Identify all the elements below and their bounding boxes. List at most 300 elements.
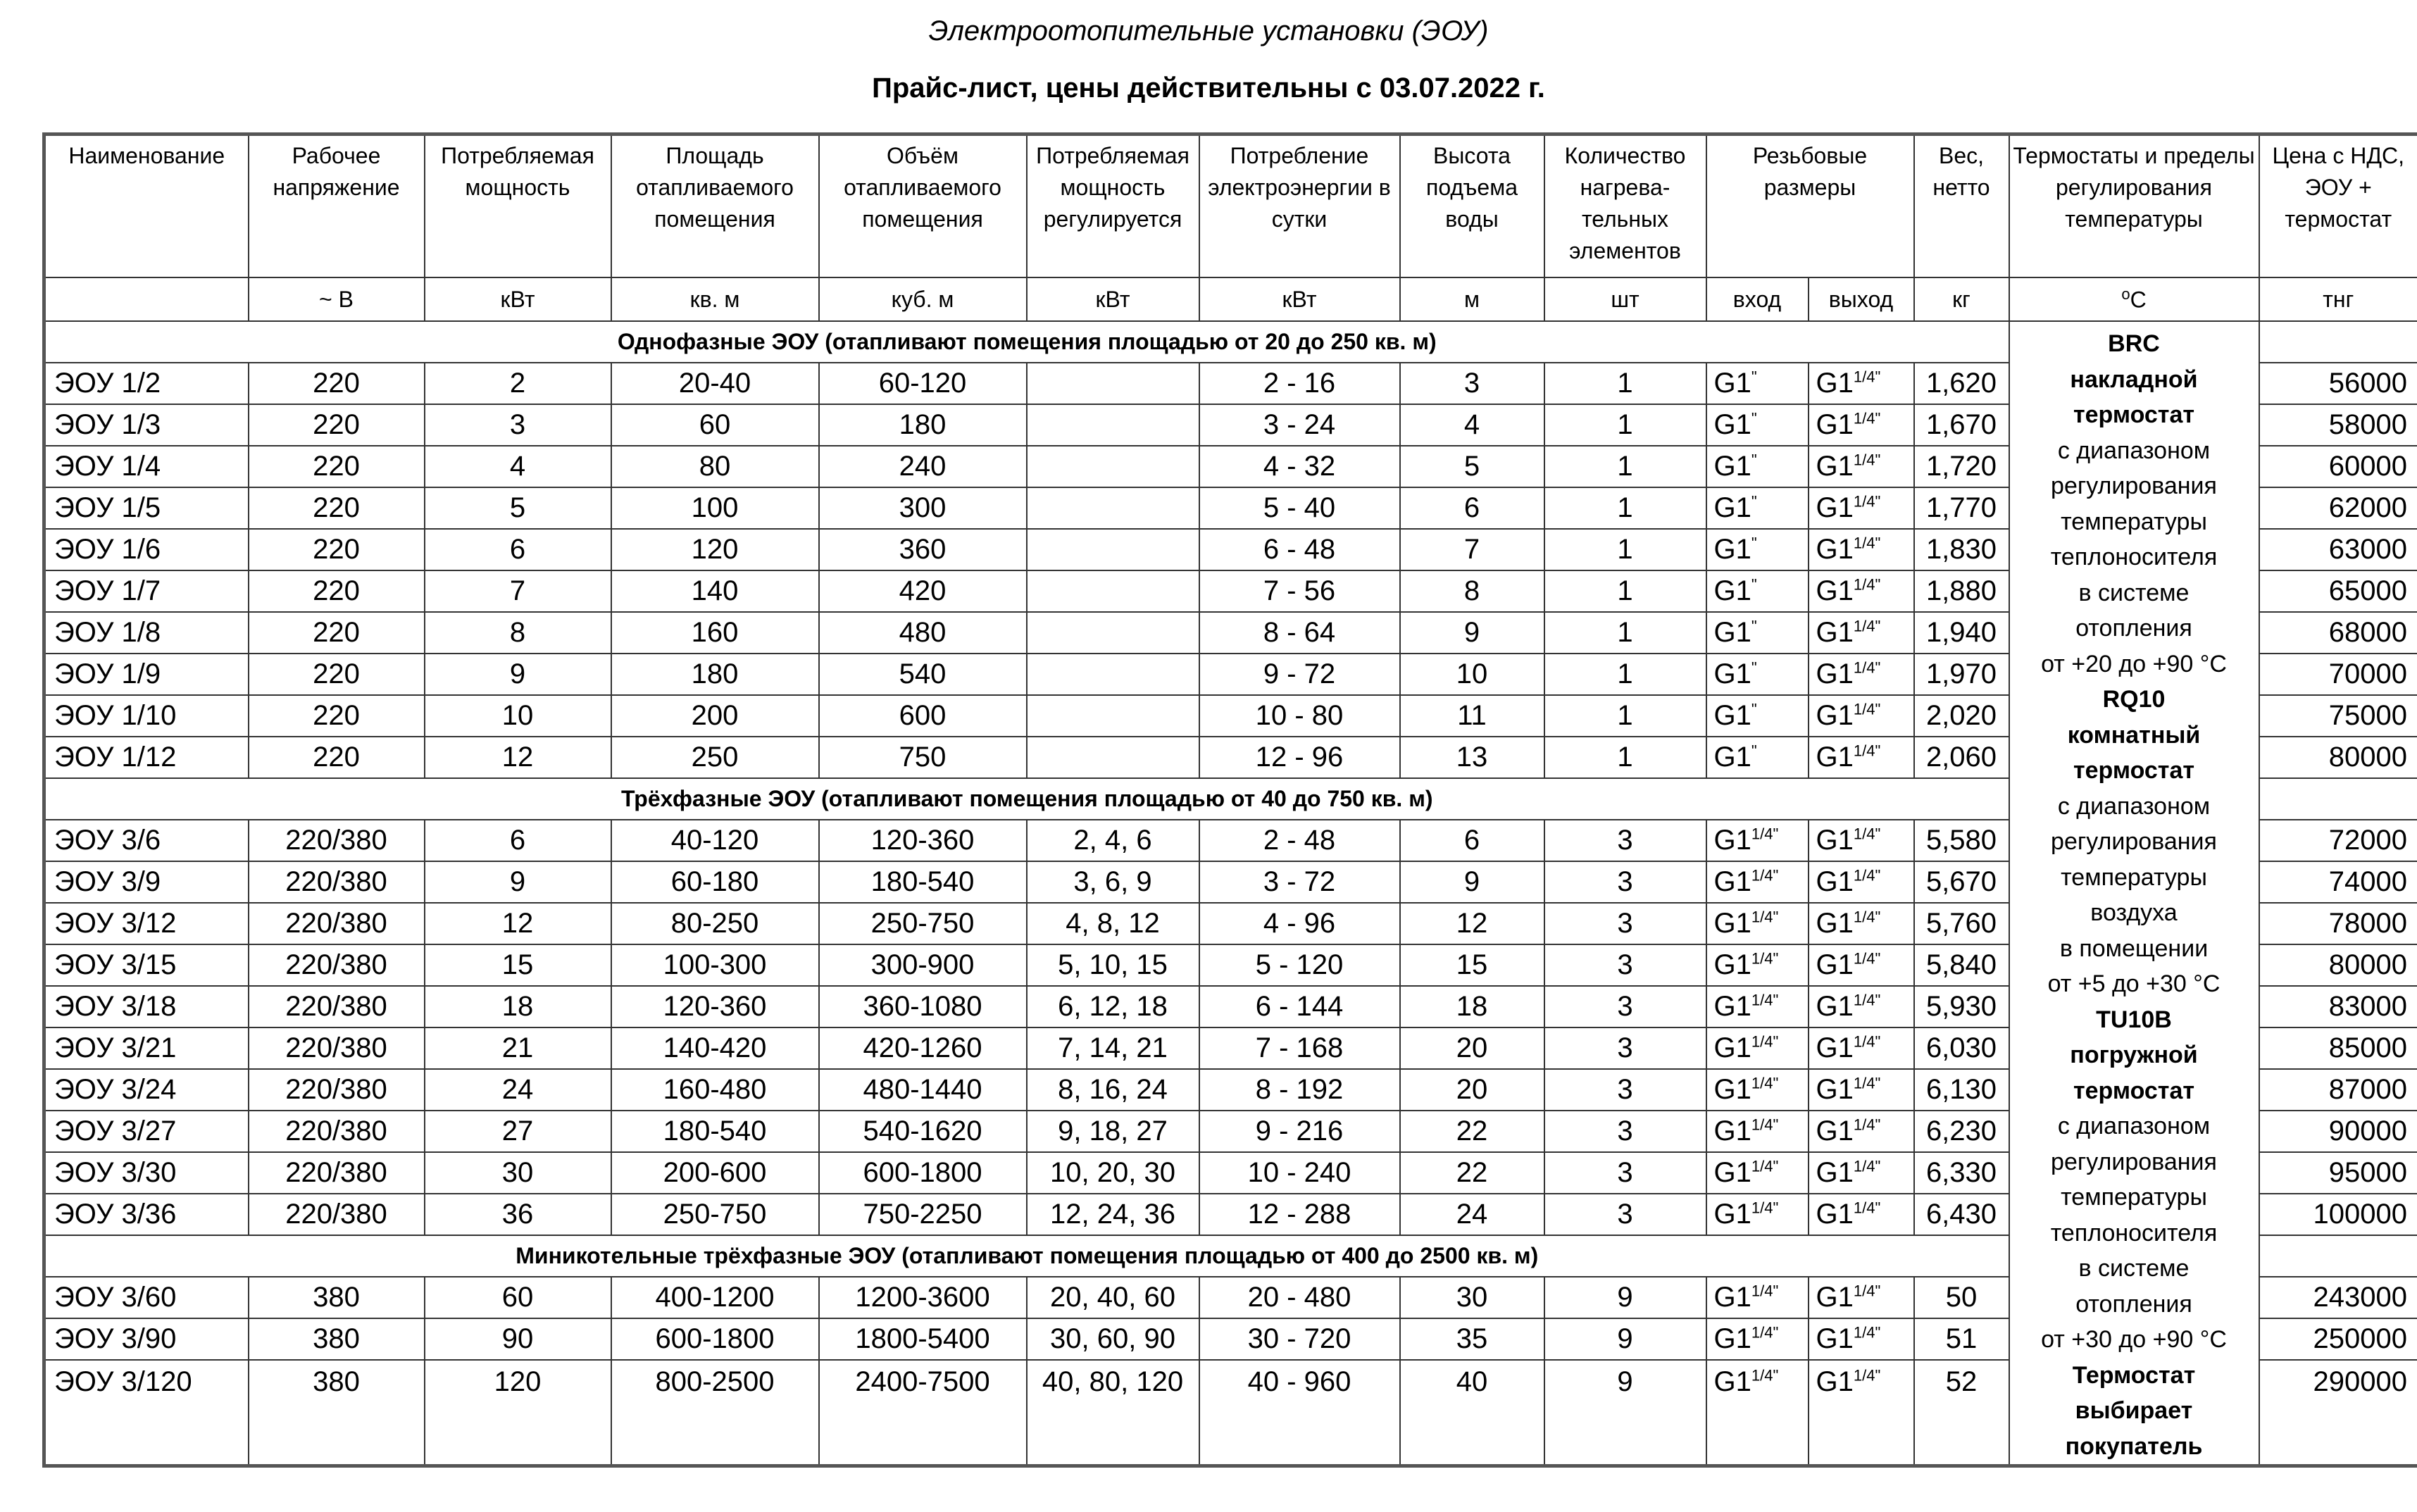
- voltage-value: 220/380: [249, 986, 425, 1027]
- height-value: 30: [1400, 1277, 1544, 1318]
- thread-base: G1: [1816, 949, 1854, 981]
- thread-base: G1: [1816, 1366, 1854, 1398]
- consumption-value: 2 - 16: [1199, 363, 1400, 404]
- thread-in-value: [1706, 570, 1809, 612]
- elements-value: 3: [1544, 903, 1706, 944]
- price-value: 60000: [2259, 446, 2417, 487]
- consumption-value: 10 - 240: [1199, 1152, 1400, 1194]
- thread-base: G1: [1816, 492, 1854, 524]
- consumption-value: 6 - 48: [1199, 529, 1400, 570]
- thread-base: G1: [1816, 658, 1854, 690]
- thread-in-value: [1706, 944, 1809, 986]
- volume-value: 540: [819, 654, 1027, 695]
- consumption-value: 6 - 144: [1199, 986, 1400, 1027]
- area-value: 250: [611, 737, 819, 778]
- thermostat-line: температуры: [2061, 1184, 2207, 1211]
- thread-out-value: [1809, 612, 1914, 654]
- thread-out-value: [1809, 944, 1914, 986]
- height-value: 40: [1400, 1360, 1544, 1466]
- weight-value: 5,760: [1914, 903, 2009, 944]
- elements-value: 3: [1544, 1069, 1706, 1111]
- power-adjust-value: [1027, 737, 1199, 778]
- model-name: ЭОУ 1/8: [44, 612, 249, 654]
- thread-base: G1: [1816, 1074, 1854, 1106]
- weight-value: 6,430: [1914, 1194, 2009, 1235]
- thread-fraction: 1/4": [1853, 1367, 1881, 1385]
- header-area: Площадь отапливаемого помещения: [611, 135, 819, 278]
- unit-price: тнг: [2259, 277, 2417, 321]
- thread-base: G1: [1713, 949, 1751, 981]
- volume-value: 1800-5400: [819, 1318, 1027, 1360]
- weight-value: 5,670: [1914, 861, 2009, 903]
- voltage-value: 220: [249, 654, 425, 695]
- elements-value: 3: [1544, 820, 1706, 861]
- thread-base: G1: [1816, 700, 1854, 732]
- power-adjust-value: [1027, 487, 1199, 529]
- thread-base: G1: [1816, 1116, 1854, 1147]
- header-threads: Резьбовые размеры: [1706, 135, 1914, 278]
- unit-weight: кг: [1914, 277, 2009, 321]
- volume-value: 750: [819, 737, 1027, 778]
- price-value: 80000: [2259, 944, 2417, 986]
- consumption-value: 5 - 40: [1199, 487, 1400, 529]
- thermostat-line: от +5 до +30 °С: [2047, 970, 2221, 997]
- thread-fraction: 1/4": [1751, 1116, 1779, 1134]
- power-adjust-value: 40, 80, 120: [1027, 1360, 1199, 1466]
- area-value: 140-420: [611, 1027, 819, 1069]
- volume-value: 60-120: [819, 363, 1027, 404]
- elements-value: 3: [1544, 1027, 1706, 1069]
- thermostat-line: регулирования: [2051, 1148, 2217, 1175]
- price-value: 90000: [2259, 1111, 2417, 1152]
- area-value: 200: [611, 695, 819, 737]
- thread-fraction: 1/4": [1751, 1199, 1779, 1217]
- unit-area: кв. м: [611, 277, 819, 321]
- unit-consumption: кВт: [1199, 277, 1400, 321]
- thread-out-value: [1809, 487, 1914, 529]
- price-value: 74000: [2259, 861, 2417, 903]
- header-consumption: Потребление электроэнергии в сутки: [1199, 135, 1400, 278]
- height-value: 20: [1400, 1069, 1544, 1111]
- thread-base: G1: [1713, 908, 1751, 939]
- power-value: 10: [425, 695, 611, 737]
- thread-out-value: [1809, 986, 1914, 1027]
- thread-base: G1: [1713, 1074, 1751, 1106]
- header-name: Наименование: [44, 135, 249, 278]
- thermostat-line: выбирает: [2075, 1397, 2193, 1424]
- thread-out-value: [1809, 529, 1914, 570]
- model-name: ЭОУ 3/6: [44, 820, 249, 861]
- section-price-spacer: [2259, 778, 2417, 820]
- area-value: 160-480: [611, 1069, 819, 1111]
- power-value: 5: [425, 487, 611, 529]
- thermostat-line: теплоносителя: [2050, 1219, 2218, 1247]
- area-value: 180: [611, 654, 819, 695]
- section-price-spacer: [2259, 321, 2417, 363]
- voltage-value: 220/380: [249, 1111, 425, 1152]
- elements-value: 1: [1544, 487, 1706, 529]
- model-name: ЭОУ 1/3: [44, 404, 249, 446]
- price-value: 62000: [2259, 487, 2417, 529]
- power-value: 2: [425, 363, 611, 404]
- thread-in-value: [1706, 1152, 1809, 1194]
- price-value: 63000: [2259, 529, 2417, 570]
- model-name: ЭОУ 3/24: [44, 1069, 249, 1111]
- thread-in-value: [1706, 1027, 1809, 1069]
- price-value: 290000: [2259, 1360, 2417, 1466]
- unit-thermostats-degree: o: [2121, 285, 2130, 304]
- power-value: 9: [425, 861, 611, 903]
- thread-out-value: [1809, 446, 1914, 487]
- model-name: ЭОУ 1/10: [44, 695, 249, 737]
- area-value: 80: [611, 446, 819, 487]
- weight-value: 1,940: [1914, 612, 2009, 654]
- thread-base: G1: [1816, 991, 1854, 1023]
- thread-out-value: [1809, 1277, 1914, 1318]
- thread-in-value: [1706, 820, 1809, 861]
- unit-power-adjust: кВт: [1027, 277, 1199, 321]
- price-value: 100000: [2259, 1194, 2417, 1235]
- thread-in-value: [1706, 363, 1809, 404]
- consumption-value: 9 - 72: [1199, 654, 1400, 695]
- thread-fraction: 1/4": [1853, 575, 1881, 594]
- power-adjust-value: 20, 40, 60: [1027, 1277, 1199, 1318]
- power-value: 90: [425, 1318, 611, 1360]
- area-value: 120-360: [611, 986, 819, 1027]
- consumption-value: 30 - 720: [1199, 1318, 1400, 1360]
- consumption-value: 8 - 192: [1199, 1069, 1400, 1111]
- unit-thread-in: вход: [1706, 277, 1809, 321]
- unit-thermostats: [2009, 277, 2259, 321]
- price-table: [42, 132, 2417, 1468]
- thermostat-line: с диапазоном: [2057, 1113, 2211, 1139]
- elements-value: 1: [1544, 446, 1706, 487]
- thread-in-value: [1706, 446, 1809, 487]
- thread-fraction: 1/4": [1853, 658, 1881, 677]
- consumption-value: 40 - 960: [1199, 1360, 1400, 1466]
- weight-value: 6,330: [1914, 1152, 2009, 1194]
- area-value: 60-180: [611, 861, 819, 903]
- power-adjust-value: 5, 10, 15: [1027, 944, 1199, 986]
- thread-fraction: 1/4": [1853, 700, 1881, 718]
- consumption-value: 20 - 480: [1199, 1277, 1400, 1318]
- thermostat-line: TU10B: [2096, 1006, 2172, 1033]
- height-value: 5: [1400, 446, 1544, 487]
- weight-value: 1,720: [1914, 446, 2009, 487]
- power-value: 120: [425, 1360, 611, 1466]
- thread-base: G1: [1713, 1282, 1751, 1313]
- voltage-value: 220: [249, 695, 425, 737]
- power-adjust-value: [1027, 529, 1199, 570]
- price-value: 72000: [2259, 820, 2417, 861]
- height-value: 18: [1400, 986, 1544, 1027]
- volume-value: 180: [819, 404, 1027, 446]
- consumption-value: 7 - 56: [1199, 570, 1400, 612]
- thread-base: G1: [1713, 368, 1751, 399]
- thread-base: G1: [1713, 1157, 1751, 1189]
- thread-fraction: 1/4": [1853, 1074, 1881, 1092]
- height-value: 7: [1400, 529, 1544, 570]
- weight-value: 1,970: [1914, 654, 2009, 695]
- units-row: [44, 277, 2417, 321]
- thread-in-value: [1706, 737, 1809, 778]
- weight-value: 6,030: [1914, 1027, 2009, 1069]
- thread-base: G1: [1713, 658, 1751, 690]
- thermostat-line: регулирования: [2051, 828, 2217, 855]
- thread-in-value: [1706, 861, 1809, 903]
- thermostat-line: регулирования: [2051, 473, 2217, 499]
- thread-inch-mark: ": [1751, 451, 1757, 469]
- thread-base: G1: [1713, 866, 1751, 898]
- volume-value: 480-1440: [819, 1069, 1027, 1111]
- power-adjust-value: 4, 8, 12: [1027, 903, 1199, 944]
- height-value: 8: [1400, 570, 1544, 612]
- thermostat-line: комнатный: [2067, 721, 2201, 749]
- thermostat-line: отопления: [2075, 615, 2192, 642]
- volume-value: 300: [819, 487, 1027, 529]
- thermostat-line: термостат: [2073, 1077, 2195, 1104]
- model-name: ЭОУ 1/2: [44, 363, 249, 404]
- height-value: 9: [1400, 612, 1544, 654]
- voltage-value: 220: [249, 487, 425, 529]
- consumption-value: 8 - 64: [1199, 612, 1400, 654]
- area-value: 80-250: [611, 903, 819, 944]
- thread-fraction: 1/4": [1751, 908, 1779, 926]
- consumption-value: 12 - 288: [1199, 1194, 1400, 1235]
- height-value: 11: [1400, 695, 1544, 737]
- thread-fraction: 1/4": [1853, 368, 1881, 386]
- thread-out-value: [1809, 1027, 1914, 1069]
- height-value: 24: [1400, 1194, 1544, 1235]
- thermostat-line: в системе: [2078, 1255, 2190, 1282]
- thermostat-line: температуры: [2061, 508, 2207, 535]
- height-value: 15: [1400, 944, 1544, 986]
- elements-value: 1: [1544, 529, 1706, 570]
- thread-base: G1: [1816, 1032, 1854, 1064]
- power-adjust-value: [1027, 695, 1199, 737]
- thread-in-value: [1706, 1318, 1809, 1360]
- model-name: ЭОУ 3/36: [44, 1194, 249, 1235]
- thread-inch-mark: ": [1751, 575, 1757, 594]
- power-value: 8: [425, 612, 611, 654]
- thermostat-line: от +30 до +90 °С: [2041, 1326, 2227, 1353]
- thread-out-value: [1809, 1318, 1914, 1360]
- document-title: Прайс-лист, цены действительны с 03.07.2022 г.: [872, 73, 1545, 104]
- weight-value: 6,230: [1914, 1111, 2009, 1152]
- voltage-value: 220/380: [249, 1069, 425, 1111]
- power-value: 7: [425, 570, 611, 612]
- area-value: 40-120: [611, 820, 819, 861]
- header-price: Цена с НДС, ЭОУ + термостат: [2259, 135, 2417, 278]
- thermostat-line: RQ10: [2102, 686, 2166, 713]
- section-row: [44, 321, 2417, 363]
- height-value: 13: [1400, 737, 1544, 778]
- consumption-value: 4 - 96: [1199, 903, 1400, 944]
- thermostat-line: с диапазоном: [2057, 437, 2211, 464]
- thread-inch-mark: ": [1751, 658, 1757, 677]
- thread-fraction: 1/4": [1853, 1282, 1881, 1301]
- power-value: 6: [425, 529, 611, 570]
- thread-out-value: [1809, 404, 1914, 446]
- height-value: 22: [1400, 1111, 1544, 1152]
- weight-value: 52: [1914, 1360, 2009, 1466]
- thread-in-value: [1706, 903, 1809, 944]
- area-value: 20-40: [611, 363, 819, 404]
- weight-value: 50: [1914, 1277, 2009, 1318]
- volume-value: 360: [819, 529, 1027, 570]
- model-name: ЭОУ 3/15: [44, 944, 249, 986]
- thread-fraction: 1/4": [1853, 1157, 1881, 1175]
- weight-value: 1,880: [1914, 570, 2009, 612]
- header-height: Высота подъема воды: [1400, 135, 1544, 278]
- thread-base: G1: [1816, 1323, 1854, 1355]
- header-thermostats: Термостаты и пределы регулирования температуры: [2009, 135, 2259, 278]
- voltage-value: 220/380: [249, 820, 425, 861]
- thread-in-value: [1706, 404, 1809, 446]
- thread-out-value: [1809, 1360, 1914, 1466]
- elements-value: 1: [1544, 654, 1706, 695]
- thread-in-value: [1706, 1069, 1809, 1111]
- elements-value: 3: [1544, 1111, 1706, 1152]
- header-voltage: Рабочее напряжение: [249, 135, 425, 278]
- thread-fraction: 1/4": [1751, 1032, 1779, 1051]
- thread-in-value: [1706, 487, 1809, 529]
- voltage-value: 220: [249, 446, 425, 487]
- voltage-value: 220: [249, 363, 425, 404]
- area-value: 200-600: [611, 1152, 819, 1194]
- model-name: ЭОУ 1/12: [44, 737, 249, 778]
- area-value: 100: [611, 487, 819, 529]
- unit-volume: куб. м: [819, 277, 1027, 321]
- header-elements: Количество нагрева-тельных элементов: [1544, 135, 1706, 278]
- power-adjust-value: [1027, 570, 1199, 612]
- weight-value: 1,620: [1914, 363, 2009, 404]
- power-adjust-value: 9, 18, 27: [1027, 1111, 1199, 1152]
- consumption-value: 3 - 24: [1199, 404, 1400, 446]
- model-name: ЭОУ 3/21: [44, 1027, 249, 1069]
- thread-out-value: [1809, 1194, 1914, 1235]
- model-name: ЭОУ 3/18: [44, 986, 249, 1027]
- volume-value: 2400-7500: [819, 1360, 1027, 1466]
- price-value: 65000: [2259, 570, 2417, 612]
- thread-base: G1: [1713, 492, 1751, 524]
- thermostat-line: в помещении: [2059, 935, 2209, 962]
- thread-in-value: [1706, 1360, 1809, 1466]
- thread-fraction: 1/4": [1853, 949, 1881, 968]
- area-value: 100-300: [611, 944, 819, 986]
- thread-base: G1: [1713, 1199, 1751, 1230]
- thread-out-value: [1809, 903, 1914, 944]
- power-value: 12: [425, 737, 611, 778]
- elements-value: 3: [1544, 1152, 1706, 1194]
- thread-base: G1: [1816, 451, 1854, 482]
- voltage-value: 220/380: [249, 944, 425, 986]
- area-value: 400-1200: [611, 1277, 819, 1318]
- consumption-value: 2 - 48: [1199, 820, 1400, 861]
- thread-fraction: 1/4": [1751, 1157, 1779, 1175]
- thread-inch-mark: ": [1751, 368, 1757, 386]
- consumption-value: 12 - 96: [1199, 737, 1400, 778]
- weight-value: 1,770: [1914, 487, 2009, 529]
- thread-fraction: 1/4": [1853, 409, 1881, 427]
- consumption-value: 7 - 168: [1199, 1027, 1400, 1069]
- weight-value: 5,930: [1914, 986, 2009, 1027]
- elements-value: 3: [1544, 986, 1706, 1027]
- thread-base: G1: [1816, 1157, 1854, 1189]
- weight-value: 2,060: [1914, 737, 2009, 778]
- weight-value: 5,580: [1914, 820, 2009, 861]
- price-value: 80000: [2259, 737, 2417, 778]
- thread-fraction: 1/4": [1853, 908, 1881, 926]
- thread-base: G1: [1713, 534, 1751, 566]
- volume-value: 250-750: [819, 903, 1027, 944]
- thread-inch-mark: ": [1751, 409, 1757, 427]
- thread-base: G1: [1816, 1282, 1854, 1313]
- thread-out-value: [1809, 737, 1914, 778]
- section-price-spacer: [2259, 1235, 2417, 1277]
- model-name: ЭОУ 3/27: [44, 1111, 249, 1152]
- unit-elements: шт: [1544, 277, 1706, 321]
- power-adjust-value: 3, 6, 9: [1027, 861, 1199, 903]
- area-value: 180-540: [611, 1111, 819, 1152]
- section-title: Однофазные ЭОУ (отапливают помещения площадью от 20 до 250 кв. м): [44, 321, 2009, 363]
- volume-value: 300-900: [819, 944, 1027, 986]
- volume-value: 540-1620: [819, 1111, 1027, 1152]
- thread-base: G1: [1713, 991, 1751, 1023]
- table-body: [44, 321, 2417, 1466]
- area-value: 120: [611, 529, 819, 570]
- document-subtitle: Электроотопительные установки (ЭОУ): [928, 15, 1489, 46]
- thermostat-line: BRC: [2108, 330, 2160, 357]
- price-value: 75000: [2259, 695, 2417, 737]
- thread-fraction: 1/4": [1751, 949, 1779, 968]
- power-value: 3: [425, 404, 611, 446]
- model-name: ЭОУ 3/30: [44, 1152, 249, 1194]
- weight-value: 51: [1914, 1318, 2009, 1360]
- thread-out-value: [1809, 1152, 1914, 1194]
- area-value: 250-750: [611, 1194, 819, 1235]
- volume-value: 420-1260: [819, 1027, 1027, 1069]
- thread-fraction: 1/4": [1853, 1324, 1881, 1342]
- model-name: ЭОУ 1/5: [44, 487, 249, 529]
- volume-value: 1200-3600: [819, 1277, 1027, 1318]
- model-name: ЭОУ 3/90: [44, 1318, 249, 1360]
- elements-value: 9: [1544, 1318, 1706, 1360]
- thread-fraction: 1/4": [1751, 1074, 1779, 1092]
- thread-inch-mark: ": [1751, 617, 1757, 635]
- thermostat-line: воздуха: [2090, 899, 2178, 926]
- unit-thread-out: выход: [1809, 277, 1914, 321]
- thread-fraction: 1/4": [1853, 617, 1881, 635]
- consumption-value: 10 - 80: [1199, 695, 1400, 737]
- thread-in-value: [1706, 1111, 1809, 1152]
- price-value: 56000: [2259, 363, 2417, 404]
- thread-fraction: 1/4": [1853, 742, 1881, 760]
- thread-base: G1: [1816, 534, 1854, 566]
- elements-value: 3: [1544, 1194, 1706, 1235]
- price-value: 85000: [2259, 1027, 2417, 1069]
- thread-in-value: [1706, 654, 1809, 695]
- elements-value: 1: [1544, 404, 1706, 446]
- volume-value: 180-540: [819, 861, 1027, 903]
- model-name: ЭОУ 3/12: [44, 903, 249, 944]
- section-title: Миникотельные трёхфазные ЭОУ (отапливают помещения площадью от 400 до 2500 кв. м): [44, 1235, 2009, 1277]
- elements-value: 9: [1544, 1360, 1706, 1466]
- thread-fraction: 1/4": [1751, 866, 1779, 885]
- thread-base: G1: [1816, 908, 1854, 939]
- model-name: ЭОУ 3/120: [44, 1360, 249, 1466]
- elements-value: 3: [1544, 944, 1706, 986]
